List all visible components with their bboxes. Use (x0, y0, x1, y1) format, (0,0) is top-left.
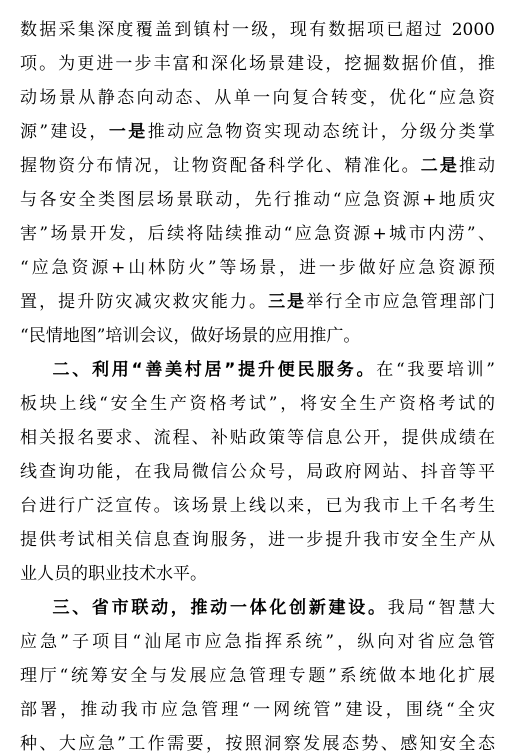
section-heading-2: 二、利用“善美村居”提升便民服务。 (52, 360, 377, 380)
text-run: 提供考试相关信息查询服务，进一步提升我市安全生产从 (20, 530, 495, 550)
text-run: 推动 (458, 156, 495, 176)
text-line-13 (20, 426, 495, 450)
text-line-8 (20, 256, 495, 280)
text-run: 推动应急物资实现动态统计，分级分类掌 (147, 122, 495, 142)
text-line-3 (20, 86, 495, 110)
text-run: 我局“智慧大 (387, 598, 495, 618)
text-line-9 (20, 290, 495, 314)
text-run: 数据采集深度覆盖到镇村一级，现有数据项已超过 2000 (20, 20, 495, 40)
text-run: 握物资分布情况，让物资配备科学化、精准化。 (20, 156, 421, 176)
text-line-21 (20, 698, 495, 722)
text-line-1 (20, 18, 495, 42)
indent (20, 598, 53, 618)
text-run: 理厅“统筹安全与发展应急管理专题”系统做本地化扩展 (20, 666, 495, 686)
text-line-12 (20, 392, 495, 416)
text-run: 在“我要培训” (376, 360, 495, 380)
text-line-14 (20, 460, 495, 484)
emphasis-first: 一是 (108, 122, 148, 142)
text-run: 台进行广泛宣传。该场景上线以来，已为我市上千名考生 (20, 496, 495, 516)
text-line-7 (20, 222, 495, 246)
text-line-6 (20, 188, 495, 212)
text-line-11 (20, 358, 495, 382)
text-run: 源”建设， (20, 122, 109, 142)
text-run: 板块上线“安全生产资格考试”，将安全生产资格考试的 (20, 394, 495, 414)
indent (20, 360, 53, 380)
text-run: 部署，推动我市应急管理“一网统管”建设，围绕“全灾 (20, 700, 495, 720)
text-run: 应急”子项目“汕尾市应急指挥系统”，纵向对省应急管 (20, 632, 495, 652)
text-line-10 (20, 324, 495, 348)
text-run: 动场景从静态向动态、从单一向复合转变，优化“应急资 (20, 88, 495, 108)
text-line-2 (20, 52, 495, 76)
text-line-19 (20, 630, 495, 654)
text-line-18 (20, 596, 495, 620)
text-line-17 (20, 562, 495, 586)
text-run: “应急资源+山林防火”等场景，进一步做好应急资源预 (20, 258, 495, 278)
text-run: “民情地图”培训会议，做好场景的应用推广。 (20, 326, 361, 346)
text-run: 线查询功能，在我局微信公众号，局政府网站、抖音等平 (20, 462, 495, 482)
text-line-20 (20, 664, 495, 688)
text-run: 相关报名要求、流程、补贴政策等信息公开，提供成绩在 (20, 428, 495, 448)
text-run: 与各安全类图层场景联动，先行推动“应急资源+地质灾 (20, 190, 495, 210)
text-run: 种、大应急”工作需要，按照洞察发展态势、感知安全态 (20, 734, 495, 754)
section-heading-3: 三、省市联动，推动一体化创新建设。 (52, 598, 388, 618)
text-run: 业人员的职业技术水平。 (20, 564, 207, 584)
text-run: 置，提升防灾减灾救灾能力。 (20, 292, 269, 312)
emphasis-second: 二是 (420, 156, 459, 176)
emphasis-third: 三是 (268, 292, 307, 312)
text-run: 项。为更进一步丰富和深化场景建设，挖掘数据价值，推 (20, 54, 495, 74)
text-line-15 (20, 494, 495, 518)
text-line-5 (20, 154, 495, 178)
text-run: 举行全市应急管理部门 (306, 292, 495, 312)
text-line-4 (20, 120, 495, 144)
text-run: 害”场景开发，后续将陆续推动“应急资源+城市内涝”、 (20, 224, 495, 244)
text-line-16 (20, 528, 495, 552)
text-line-22 (20, 732, 495, 756)
